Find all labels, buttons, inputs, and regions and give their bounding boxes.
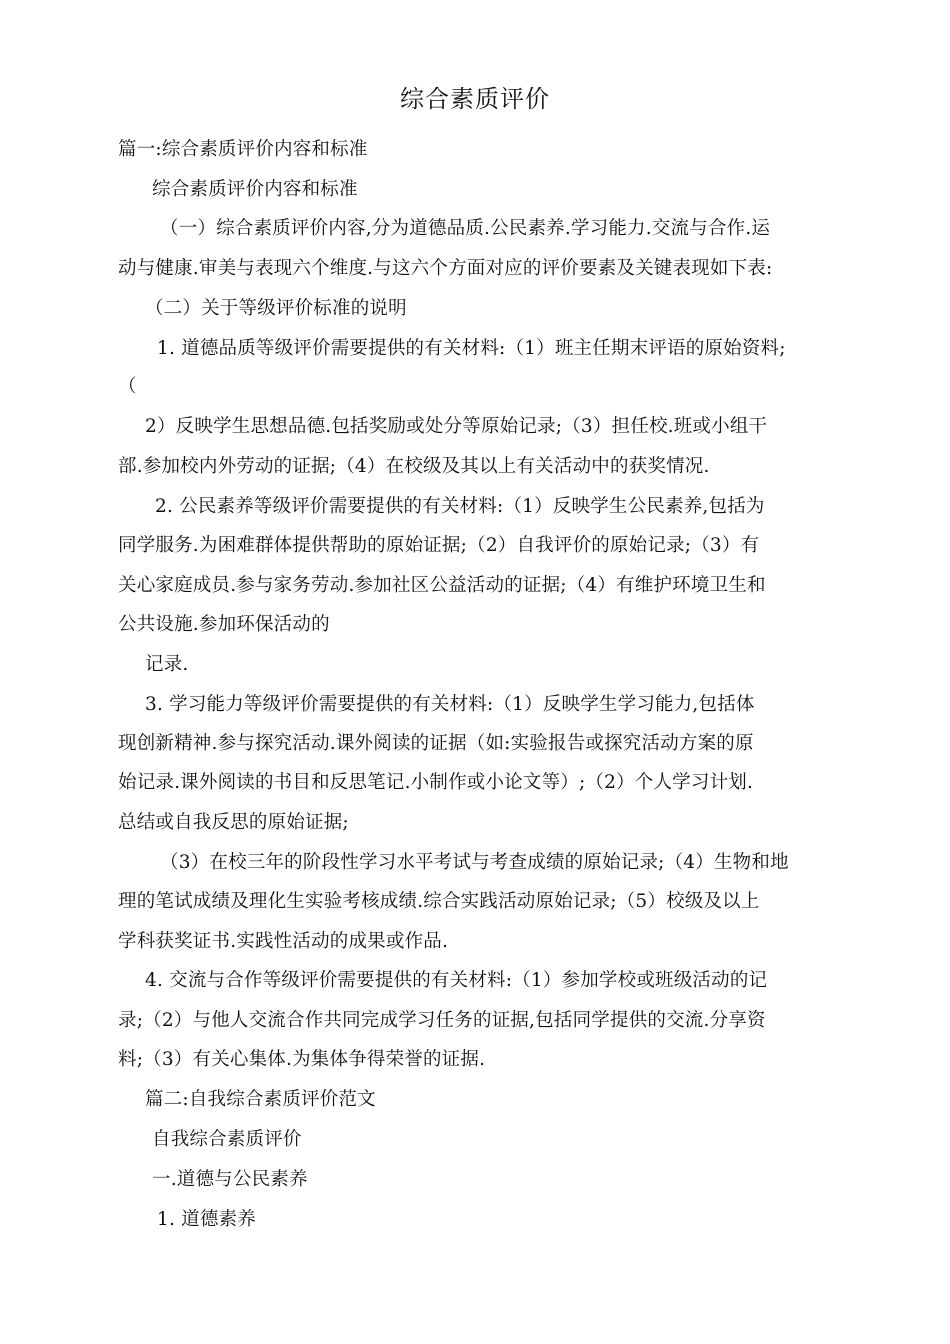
paragraph-line: （二）关于等级评价标准的说明 [145, 298, 407, 319]
paragraph-line: 部.参加校内外劳动的证据;（4）在校级及其以上有关活动中的获奖情况. [118, 456, 710, 477]
paragraph-line: 3. 学习能力等级评价需要提供的有关材料:（1）反映学生学习能力,包括体 [145, 694, 755, 715]
paragraph-line: 始记录.课外阅读的书目和反思笔记.小制作或小论文等）;（2）个人学习计划. [118, 772, 754, 793]
paragraph-line: 2. 公民素养等级评价需要提供的有关材料:（1）反映学生公民素养,包括为 [155, 496, 765, 517]
paragraph-line: 动与健康.审美与表现六个维度.与这六个方面对应的评价要素及关键表现如下表: [118, 258, 773, 279]
section-heading-1: 篇一:综合素质评价内容和标准 [118, 139, 368, 160]
subheading: 综合素质评价内容和标准 [152, 179, 358, 200]
subheading: 一.道德与公民素养 [152, 1169, 308, 1190]
paragraph-line: 2）反映学生思想品德.包括奖励或处分等原始记录;（3）担任校.班或小组干 [145, 416, 768, 437]
paragraph-line: 总结或自我反思的原始证据; [118, 812, 349, 833]
paragraph-line: （ [118, 376, 137, 397]
paragraph-line: 同学服务.为困难群体提供帮助的原始证据;（2）自我评价的原始记录;（3）有 [118, 535, 760, 556]
paragraph-line: （一）综合素质评价内容,分为道德品质.公民素养.学习能力.交流与合作.运 [160, 218, 771, 239]
paragraph-line: （3）在校三年的阶段性学习水平考试与考查成绩的原始记录;（4）生物和地 [160, 852, 789, 873]
paragraph-line: 学科获奖证书.实践性活动的成果或作品. [118, 931, 449, 952]
paragraph-line: 关心家庭成员.参与家务劳动.参加社区公益活动的证据;（4）有维护环境卫生和 [118, 575, 766, 596]
paragraph-line: 理的笔试成绩及理化生实验考核成绩.综合实践活动原始记录;（5）校级及以上 [118, 891, 760, 912]
paragraph-line: 1. 道德品质等级评价需要提供的有关材料:（1）班主任期末评语的原始资料; [157, 338, 786, 359]
subheading: 1. 道德素养 [157, 1209, 256, 1230]
paragraph-line: 4. 交流与合作等级评价需要提供的有关材料:（1）参加学校或班级活动的记 [145, 970, 768, 991]
paragraph-line: 录;（2）与他人交流合作共同完成学习任务的证据,包括同学提供的交流.分享资 [118, 1010, 766, 1031]
paragraph-line: 公共设施.参加环保活动的 [118, 614, 330, 635]
subheading: 自我综合素质评价 [152, 1129, 302, 1150]
paragraph-line: 现创新精神.参与探究活动.课外阅读的证据（如:实验报告或探究活动方案的原 [118, 733, 754, 754]
paragraph-line: 记录. [145, 654, 189, 675]
section-heading-2: 篇二:自我综合素质评价范文 [145, 1089, 376, 1110]
document-title: 综合素质评价 [400, 85, 550, 113]
paragraph-line: 料;（3）有关心集体.为集体争得荣誉的证据. [118, 1049, 486, 1070]
